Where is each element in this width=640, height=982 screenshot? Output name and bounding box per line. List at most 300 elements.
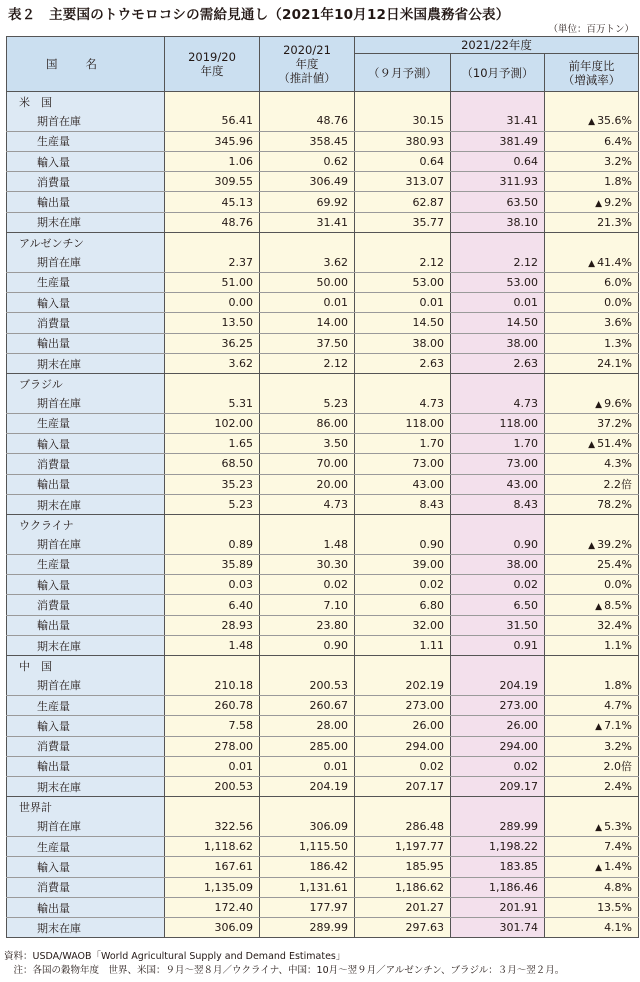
header-2019-20-line1: 2019/20 [188, 50, 236, 64]
value-cell: 31.41 [451, 111, 545, 131]
value-cell: 56.41 [165, 111, 260, 131]
value-cell: 0.90 [260, 636, 355, 656]
header-country: 国名 [7, 37, 165, 92]
empty-cell [545, 233, 639, 253]
yoy-value: 3.2% [604, 155, 633, 169]
value-cell: 1.70 [355, 434, 451, 454]
value-cell: 0.01 [451, 292, 545, 312]
yoy-cell [545, 877, 639, 897]
row-label: 消費量 [7, 877, 165, 897]
yoy-cell [545, 554, 639, 574]
row-label: 輸入量 [7, 151, 165, 171]
country-row [7, 797, 639, 817]
value-cell: 0.02 [451, 756, 545, 776]
fiscal-year-note: 注：各国の穀物年度 世界、米国：９月〜翌８月／ウクライナ、中国：10月〜翌９月／アルゼンチン、ブラジル：３月〜翌２月。 [4, 965, 565, 976]
table-row [7, 413, 639, 433]
empty-cell [165, 92, 260, 112]
yoy-value: 8.5% [604, 598, 633, 612]
unit-label: （単位：百万トン） [548, 24, 634, 35]
table-row [7, 454, 639, 474]
row-label: 期首在庫 [7, 111, 165, 131]
value-cell: 1,135.09 [165, 877, 260, 897]
value-cell: 43.00 [355, 474, 451, 494]
table-row [7, 877, 639, 897]
row-label: 期首在庫 [7, 393, 165, 413]
decrease-marker: ▲ [588, 440, 596, 451]
header-yoy-line1: 前年度比 [568, 58, 615, 73]
yoy-cell [545, 272, 639, 292]
table-row [7, 535, 639, 555]
table-row [7, 676, 639, 696]
row-label: 生産量 [7, 695, 165, 715]
value-cell: 53.00 [451, 272, 545, 292]
yoy-cell [545, 716, 639, 736]
yoy-value: 1.8% [604, 175, 633, 189]
value-cell: 0.03 [165, 575, 260, 595]
row-label: 生産量 [7, 554, 165, 574]
value-cell: 1.06 [165, 151, 260, 171]
yoy-value: 78.2% [597, 498, 633, 512]
row-label: 輸出量 [7, 756, 165, 776]
value-cell: 289.99 [260, 918, 355, 938]
row-label: 輸入量 [7, 716, 165, 736]
yoy-value: 2.2倍 [603, 478, 633, 492]
row-label: 生産量 [7, 272, 165, 292]
yoy-value: 37.2% [597, 416, 633, 430]
yoy-value: 9.6% [604, 396, 633, 410]
yoy-value: 7.4% [604, 840, 633, 854]
value-cell: 1,198.22 [451, 836, 545, 856]
value-cell: 62.87 [355, 192, 451, 212]
row-label: 消費量 [7, 172, 165, 192]
row-label: 期首在庫 [7, 817, 165, 837]
yoy-value: 7.1% [604, 719, 633, 733]
value-cell: 0.91 [451, 636, 545, 656]
value-cell: 183.85 [451, 857, 545, 877]
value-cell: 70.00 [260, 454, 355, 474]
table-row [7, 151, 639, 171]
value-cell: 286.48 [355, 817, 451, 837]
yoy-cell [545, 111, 639, 131]
supply-demand-table [6, 36, 639, 938]
value-cell: 185.95 [355, 857, 451, 877]
value-cell: 278.00 [165, 736, 260, 756]
country-name: 中 国 [7, 656, 165, 676]
yoy-cell [545, 676, 639, 696]
value-cell: 31.41 [260, 212, 355, 232]
value-cell: 1,131.61 [260, 877, 355, 897]
value-cell: 1,186.46 [451, 877, 545, 897]
value-cell: 63.50 [451, 192, 545, 212]
value-cell: 35.23 [165, 474, 260, 494]
value-cell: 294.00 [451, 736, 545, 756]
row-label: 期末在庫 [7, 918, 165, 938]
value-cell: 0.90 [355, 535, 451, 555]
value-cell: 23.80 [260, 615, 355, 635]
table-row [7, 272, 639, 292]
yoy-cell [545, 636, 639, 656]
header-sep-forecast: （９月予測） [355, 54, 451, 92]
empty-cell [260, 374, 355, 394]
table-row [7, 252, 639, 272]
yoy-value: 4.7% [604, 699, 633, 713]
value-cell: 309.55 [165, 172, 260, 192]
value-cell: 2.63 [451, 353, 545, 373]
yoy-value: 5.3% [604, 819, 633, 833]
value-cell: 7.58 [165, 716, 260, 736]
value-cell: 38.00 [355, 333, 451, 353]
value-cell: 31.50 [451, 615, 545, 635]
table-row [7, 695, 639, 715]
value-cell: 86.00 [260, 413, 355, 433]
value-cell: 358.45 [260, 131, 355, 151]
value-cell: 204.19 [451, 676, 545, 696]
value-cell: 37.50 [260, 333, 355, 353]
value-cell: 201.91 [451, 897, 545, 917]
value-cell: 118.00 [355, 413, 451, 433]
country-row [7, 515, 639, 535]
value-cell: 2.12 [260, 353, 355, 373]
yoy-value: 4.3% [604, 457, 633, 471]
row-label: 消費量 [7, 454, 165, 474]
yoy-cell [545, 474, 639, 494]
yoy-value: 39.2% [597, 537, 633, 551]
yoy-value: 6.4% [604, 134, 633, 148]
value-cell: 28.00 [260, 716, 355, 736]
value-cell: 102.00 [165, 413, 260, 433]
empty-cell [545, 515, 639, 535]
yoy-cell [545, 454, 639, 474]
value-cell: 294.00 [355, 736, 451, 756]
value-cell: 32.00 [355, 615, 451, 635]
yoy-cell [545, 756, 639, 776]
table-row [7, 111, 639, 131]
value-cell: 1.70 [451, 434, 545, 454]
row-label: 期末在庫 [7, 212, 165, 232]
country-row [7, 374, 639, 394]
yoy-value: 51.4% [597, 437, 633, 451]
yoy-value: 2.4% [604, 780, 633, 794]
value-cell: 1,118.62 [165, 836, 260, 856]
value-cell: 2.63 [355, 353, 451, 373]
table-row [7, 756, 639, 776]
table-row [7, 857, 639, 877]
empty-cell [545, 797, 639, 817]
value-cell: 201.27 [355, 897, 451, 917]
row-label: 消費量 [7, 736, 165, 756]
yoy-cell [545, 494, 639, 514]
yoy-cell [545, 131, 639, 151]
value-cell: 0.01 [165, 756, 260, 776]
table-row [7, 434, 639, 454]
yoy-cell [545, 333, 639, 353]
table-row [7, 736, 639, 756]
value-cell: 2.37 [165, 252, 260, 272]
row-label: 輸入量 [7, 857, 165, 877]
value-cell: 14.50 [355, 313, 451, 333]
value-cell: 1.11 [355, 636, 451, 656]
value-cell: 118.00 [451, 413, 545, 433]
value-cell: 5.31 [165, 393, 260, 413]
header-2020-21-line2: 年度 [295, 57, 319, 71]
row-label: 消費量 [7, 595, 165, 615]
value-cell: 30.30 [260, 554, 355, 574]
value-cell: 5.23 [165, 494, 260, 514]
value-cell: 4.73 [260, 494, 355, 514]
yoy-cell [545, 252, 639, 272]
value-cell: 1.48 [165, 636, 260, 656]
yoy-cell [545, 353, 639, 373]
empty-cell [165, 656, 260, 676]
table-row [7, 615, 639, 635]
yoy-value: 25.4% [597, 557, 633, 571]
value-cell: 73.00 [451, 454, 545, 474]
row-label: 輸出量 [7, 615, 165, 635]
value-cell: 311.93 [451, 172, 545, 192]
value-cell: 273.00 [451, 695, 545, 715]
value-cell: 273.00 [355, 695, 451, 715]
yoy-value: 1.1% [604, 639, 633, 653]
table-row [7, 212, 639, 232]
value-cell: 7.10 [260, 595, 355, 615]
table-title: 表２ 主要国のトウモロコシの需給見通し（2021年10月12日米国農務省公表） [8, 7, 510, 23]
yoy-value: 9.2% [604, 195, 633, 209]
yoy-cell [545, 736, 639, 756]
value-cell: 4.73 [451, 393, 545, 413]
yoy-cell [545, 777, 639, 797]
empty-cell [165, 233, 260, 253]
empty-cell [451, 374, 545, 394]
value-cell: 210.18 [165, 676, 260, 696]
table-row [7, 716, 639, 736]
value-cell: 0.01 [355, 292, 451, 312]
yoy-value: 21.3% [597, 215, 633, 229]
yoy-cell [545, 836, 639, 856]
value-cell: 186.42 [260, 857, 355, 877]
value-cell: 207.17 [355, 777, 451, 797]
header-2021-22: 2021/22年度 [355, 37, 639, 54]
value-cell: 1.48 [260, 535, 355, 555]
table-row [7, 636, 639, 656]
header-yoy [545, 54, 639, 92]
decrease-marker: ▲ [588, 540, 596, 551]
value-cell: 2.12 [355, 252, 451, 272]
country-name: ウクライナ [7, 515, 165, 535]
empty-cell [260, 656, 355, 676]
value-cell: 53.00 [355, 272, 451, 292]
value-cell: 30.15 [355, 111, 451, 131]
table-row [7, 554, 639, 574]
row-label: 輸出量 [7, 192, 165, 212]
yoy-cell [545, 192, 639, 212]
table-row [7, 192, 639, 212]
yoy-cell [545, 292, 639, 312]
value-cell: 26.00 [451, 716, 545, 736]
header-2020-21-line3: （推計値） [278, 71, 336, 85]
yoy-cell [545, 575, 639, 595]
yoy-value: 32.4% [597, 618, 633, 632]
value-cell: 3.50 [260, 434, 355, 454]
value-cell: 73.00 [355, 454, 451, 474]
table-row [7, 777, 639, 797]
header-2020-21-line1: 2020/21 [283, 43, 331, 57]
value-cell: 3.62 [165, 353, 260, 373]
value-cell: 2.12 [451, 252, 545, 272]
yoy-value: 24.1% [597, 357, 633, 370]
value-cell: 285.00 [260, 736, 355, 756]
value-cell: 0.90 [451, 535, 545, 555]
row-label: 期首在庫 [7, 535, 165, 555]
yoy-value: 4.1% [604, 921, 633, 935]
value-cell: 0.02 [355, 756, 451, 776]
yoy-value: 2.0倍 [603, 760, 633, 774]
yoy-cell [545, 857, 639, 877]
value-cell: 0.62 [260, 151, 355, 171]
decrease-marker: ▲ [595, 822, 603, 833]
empty-cell [260, 92, 355, 112]
empty-cell [165, 374, 260, 394]
row-label: 生産量 [7, 836, 165, 856]
value-cell: 313.07 [355, 172, 451, 192]
yoy-value: 6.0% [604, 275, 633, 289]
decrease-marker: ▲ [595, 863, 603, 874]
value-cell: 297.63 [355, 918, 451, 938]
value-cell: 306.09 [165, 918, 260, 938]
yoy-value: 13.5% [597, 901, 633, 915]
empty-cell [260, 233, 355, 253]
empty-cell [260, 797, 355, 817]
empty-cell [355, 92, 451, 112]
yoy-value: 3.2% [604, 739, 633, 753]
empty-cell [355, 797, 451, 817]
yoy-cell [545, 918, 639, 938]
value-cell: 4.73 [355, 393, 451, 413]
value-cell: 8.43 [355, 494, 451, 514]
value-cell: 6.80 [355, 595, 451, 615]
source-note: 資料：USDA/WAOB「World Agricultural Supply and Demand Estimates」 [4, 951, 346, 962]
value-cell: 381.49 [451, 131, 545, 151]
empty-cell [355, 656, 451, 676]
decrease-marker: ▲ [588, 117, 596, 128]
empty-cell [545, 92, 639, 112]
country-row [7, 656, 639, 676]
yoy-cell [545, 151, 639, 171]
row-label: 期末在庫 [7, 353, 165, 373]
value-cell: 8.43 [451, 494, 545, 514]
header-2019-20-line2: 年度 [200, 64, 224, 78]
yoy-cell [545, 172, 639, 192]
yoy-value: 35.6% [597, 114, 633, 128]
value-cell: 200.53 [260, 676, 355, 696]
value-cell: 1,197.77 [355, 836, 451, 856]
value-cell: 45.13 [165, 192, 260, 212]
decrease-marker: ▲ [595, 601, 603, 612]
value-cell: 209.17 [451, 777, 545, 797]
country-name: 米 国 [7, 92, 165, 112]
table-row [7, 172, 639, 192]
value-cell: 1.65 [165, 434, 260, 454]
row-label: 期首在庫 [7, 676, 165, 696]
table-row [7, 918, 639, 938]
header-2019-20 [165, 37, 260, 92]
value-cell: 13.50 [165, 313, 260, 333]
row-label: 期末在庫 [7, 777, 165, 797]
row-label: 生産量 [7, 131, 165, 151]
decrease-marker: ▲ [595, 722, 603, 733]
yoy-value: 3.6% [604, 316, 633, 330]
yoy-cell [545, 595, 639, 615]
yoy-value: 41.4% [597, 255, 633, 269]
row-label: 生産量 [7, 413, 165, 433]
row-label: 消費量 [7, 313, 165, 333]
country-name: 世界計 [7, 797, 165, 817]
header-oct-forecast: （10月予測） [451, 54, 545, 92]
table-row [7, 292, 639, 312]
table-row [7, 333, 639, 353]
yoy-cell [545, 313, 639, 333]
value-cell: 14.00 [260, 313, 355, 333]
value-cell: 0.64 [451, 151, 545, 171]
value-cell: 289.99 [451, 817, 545, 837]
row-label: 輸入量 [7, 292, 165, 312]
yoy-cell [545, 393, 639, 413]
yoy-cell [545, 535, 639, 555]
value-cell: 68.50 [165, 454, 260, 474]
yoy-value: 0.0% [604, 578, 633, 592]
value-cell: 35.77 [355, 212, 451, 232]
value-cell: 51.00 [165, 272, 260, 292]
footnotes [4, 950, 564, 978]
value-cell: 380.93 [355, 131, 451, 151]
country-row [7, 92, 639, 112]
yoy-cell [545, 434, 639, 454]
value-cell: 200.53 [165, 777, 260, 797]
empty-cell [451, 656, 545, 676]
table-row [7, 897, 639, 917]
value-cell: 69.92 [260, 192, 355, 212]
yoy-cell [545, 212, 639, 232]
empty-cell [451, 233, 545, 253]
value-cell: 172.40 [165, 897, 260, 917]
value-cell: 38.10 [451, 212, 545, 232]
decrease-marker: ▲ [595, 399, 603, 410]
value-cell: 306.09 [260, 817, 355, 837]
value-cell: 48.76 [260, 111, 355, 131]
value-cell: 322.56 [165, 817, 260, 837]
table-row [7, 313, 639, 333]
table-row [7, 393, 639, 413]
empty-cell [260, 515, 355, 535]
value-cell: 306.49 [260, 172, 355, 192]
empty-cell [355, 374, 451, 394]
value-cell: 0.00 [165, 292, 260, 312]
header-yoy-line2: （増減率） [562, 72, 621, 87]
value-cell: 6.40 [165, 595, 260, 615]
value-cell: 0.02 [355, 575, 451, 595]
yoy-cell [545, 615, 639, 635]
yoy-value: 4.8% [604, 880, 633, 894]
value-cell: 167.61 [165, 857, 260, 877]
value-cell: 177.97 [260, 897, 355, 917]
table-row [7, 817, 639, 837]
empty-cell [165, 515, 260, 535]
yoy-value: 0.0% [604, 296, 633, 310]
table-row [7, 353, 639, 373]
value-cell: 28.93 [165, 615, 260, 635]
row-label: 期末在庫 [7, 636, 165, 656]
header-2020-21 [260, 37, 355, 92]
value-cell: 204.19 [260, 777, 355, 797]
